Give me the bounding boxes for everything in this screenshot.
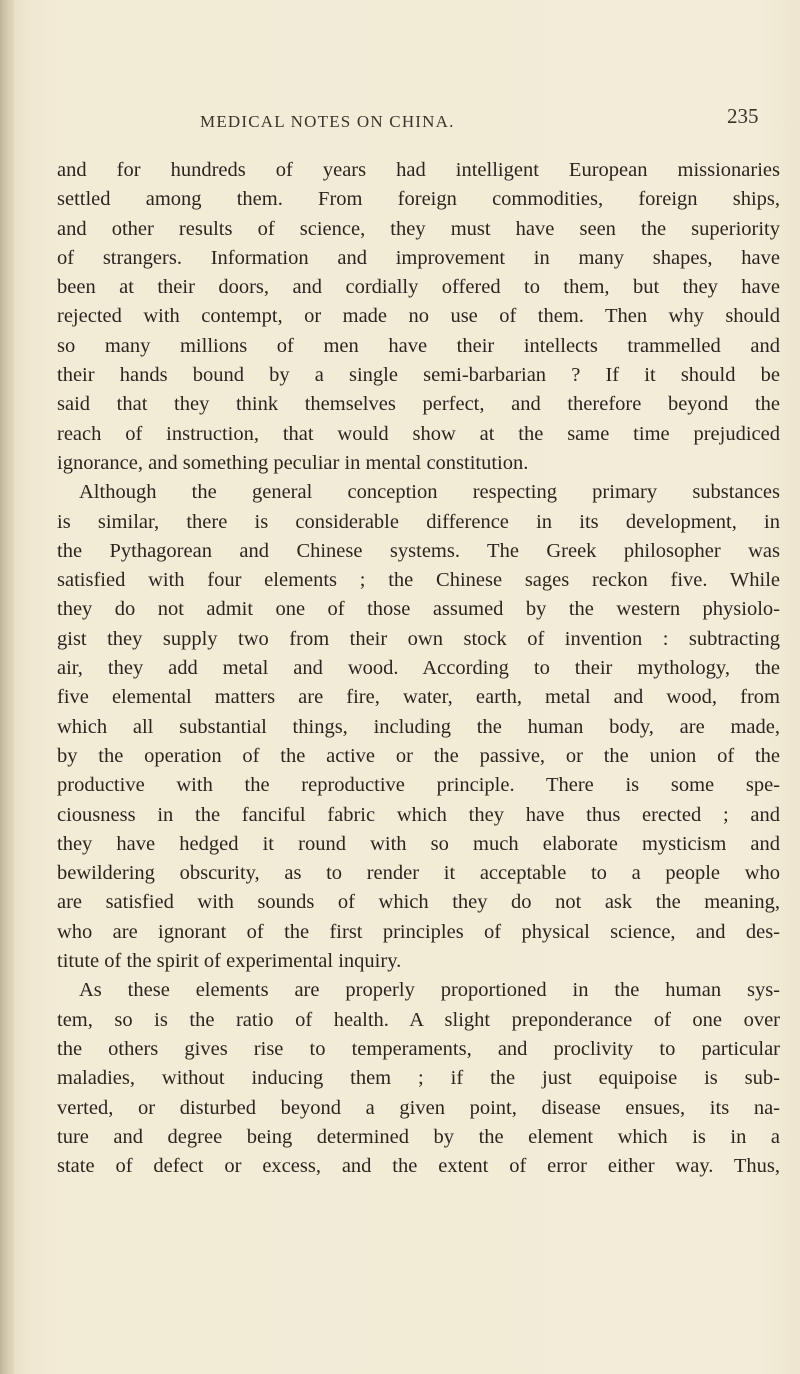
- body-text: [57, 156, 787, 1181]
- page-gutter-shadow: [0, 0, 14, 1374]
- text-line: rejected with contempt, or made no use of them. Then why should: [57, 305, 780, 328]
- text-line: of strangers. Information and improvement in many shapes, have: [57, 246, 780, 269]
- text-line: ciousness in the fanciful fabric which they have thus erected ; and: [57, 803, 780, 826]
- text-line: the others gives rise to temperaments, and proclivity to particular: [57, 1037, 780, 1060]
- text-line: ture and degree being determined by the element which is in a: [57, 1125, 780, 1148]
- text-line: and other results of science, they must have seen the superiority: [57, 217, 780, 240]
- text-line: five elemental matters are fire, water, earth, metal and wood, from: [57, 686, 780, 709]
- running-head: MEDICAL NOTES ON CHINA.: [200, 112, 455, 131]
- text-line: verted, or disturbed beyond a given point, disease ensues, its na-: [57, 1096, 780, 1119]
- text-line: maladies, without inducing them ; if the just equipoise is sub-: [57, 1067, 780, 1090]
- text-line: by the operation of the active or the passive, or the union of the: [57, 744, 780, 767]
- text-line: is similar, there is considerable difference in its development, in: [57, 510, 780, 533]
- text-line: As these elements are properly proportioned in the human sys-: [79, 979, 780, 1002]
- text-line: titute of the spirit of experimental inquiry.: [57, 950, 402, 973]
- text-line: who are ignorant of the first principles of physical science, and des-: [57, 920, 780, 943]
- text-line: the Pythagorean and Chinese systems. The Greek philosopher was: [57, 539, 780, 562]
- text-line: settled among them. From foreign commodities, foreign ships,: [57, 188, 780, 211]
- text-line: their hands bound by a single semi-barbarian ? If it should be: [57, 364, 780, 387]
- text-line: ignorance, and something peculiar in mental constitution.: [57, 451, 529, 474]
- text-line: they do not admit one of those assumed by the western physiolo-: [57, 598, 780, 621]
- text-line: they have hedged it round with so much elaborate mysticism and: [57, 832, 780, 855]
- text-line: Although the general conception respecting primary substances: [79, 481, 780, 504]
- text-line: said that they think themselves perfect, and therefore beyond the: [57, 393, 780, 416]
- text-line: satisfied with four elements ; the Chinese sages reckon five. While: [57, 569, 780, 592]
- text-line: reach of instruction, that would show at the same time prejudiced: [57, 422, 780, 445]
- text-line: which all substantial things, including the human body, are made,: [57, 715, 780, 738]
- text-line: air, they add metal and wood. According to their mythology, the: [57, 657, 780, 680]
- page-number: 235: [727, 104, 759, 128]
- text-line: bewildering obscurity, as to render it acceptable to a people who: [57, 862, 780, 885]
- text-line: productive with the reproductive principle. There is some spe-: [57, 774, 780, 797]
- text-line: gist they supply two from their own stock of invention : subtracting: [57, 627, 780, 650]
- text-line: so many millions of men have their intellects trammelled and: [57, 334, 780, 357]
- text-line: are satisfied with sounds of which they do not ask the meaning,: [57, 891, 780, 914]
- text-line: been at their doors, and cordially offered to them, but they have: [57, 276, 780, 299]
- text-line: state of defect or excess, and the extent of error either way. Thus,: [57, 1155, 780, 1178]
- text-line: and for hundreds of years had intelligent European missionaries: [57, 159, 780, 181]
- text-line: tem, so is the ratio of health. A slight preponderance of one over: [57, 1008, 780, 1031]
